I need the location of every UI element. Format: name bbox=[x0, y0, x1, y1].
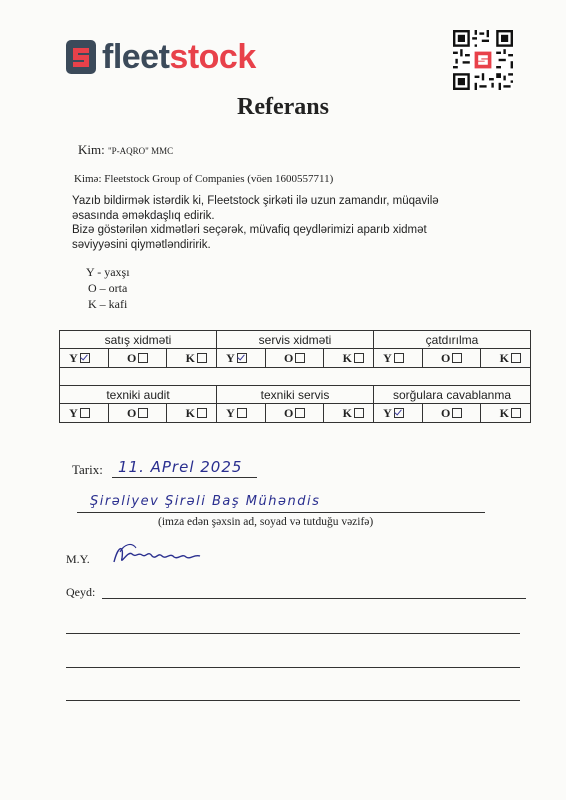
rating-table bbox=[59, 330, 531, 423]
note-label: Qeyd: bbox=[66, 585, 96, 599]
rating-option-label: O bbox=[283, 350, 294, 365]
rating-options bbox=[374, 404, 531, 423]
rating-option-label: K bbox=[342, 405, 352, 420]
rating-option-label: O bbox=[126, 350, 137, 365]
signer-underline bbox=[77, 512, 485, 513]
date-label: Tarix: bbox=[72, 462, 103, 477]
rating-option bbox=[500, 351, 521, 366]
rating-checkbox[interactable] bbox=[237, 408, 247, 418]
option-divider bbox=[265, 349, 266, 367]
rating-checkbox[interactable] bbox=[295, 353, 305, 363]
rating-option-label: O bbox=[126, 405, 137, 420]
service-header: sorğulara cavablanma bbox=[374, 386, 531, 404]
option-divider bbox=[422, 404, 423, 422]
service-header: çatdırılma bbox=[374, 331, 531, 349]
spacer-row bbox=[60, 368, 531, 386]
rating-checkbox[interactable] bbox=[452, 353, 462, 363]
rating-option-label: O bbox=[283, 405, 294, 420]
rating-option-group bbox=[374, 349, 530, 367]
rating-checkbox[interactable] bbox=[394, 408, 404, 418]
rating-option-label: K bbox=[499, 405, 509, 420]
rating-option-label: K bbox=[342, 350, 352, 365]
rating-option bbox=[186, 406, 207, 421]
addressee-line: Kimə: Fleetstock Group of Companies (vöen 1600557711) bbox=[74, 173, 334, 185]
rating-option-label: Y bbox=[69, 405, 78, 420]
rating-option-label: K bbox=[185, 350, 195, 365]
body-paragraph bbox=[72, 194, 532, 252]
kim-label: Kim: bbox=[78, 142, 105, 157]
service-header: satış xidməti bbox=[60, 331, 217, 349]
body-line: Yazıb bildirmək istərdik ki, Fleetstock şirkəti ilə uzun zamandır, müqavilə bbox=[72, 195, 439, 207]
legend-item: K – kafi bbox=[88, 297, 128, 311]
rating-checkbox[interactable] bbox=[394, 353, 404, 363]
option-divider bbox=[323, 349, 324, 367]
rating-option-group bbox=[217, 349, 373, 367]
rating-options bbox=[60, 404, 217, 423]
rating-option bbox=[383, 406, 404, 421]
rating-legend bbox=[86, 264, 130, 312]
rating-checkbox[interactable] bbox=[354, 353, 364, 363]
date-underline bbox=[112, 477, 257, 478]
rating-checkbox[interactable] bbox=[138, 408, 148, 418]
legend-item: O – orta bbox=[88, 281, 128, 295]
recipient-line bbox=[78, 142, 173, 158]
handwritten-signature bbox=[110, 540, 205, 570]
rating-checkbox[interactable] bbox=[354, 408, 364, 418]
rating-option bbox=[226, 406, 247, 421]
option-divider bbox=[166, 349, 167, 367]
rating-option-group bbox=[60, 349, 216, 367]
body-line: əsasında əməkdaşlıq edirik. bbox=[72, 209, 215, 222]
signer-name: Şirəliyev Şirəli Baş Mühəndis bbox=[90, 494, 321, 509]
rating-option bbox=[127, 406, 148, 421]
rating-option bbox=[383, 351, 404, 366]
note-line bbox=[66, 633, 520, 634]
rating-option bbox=[441, 406, 462, 421]
option-divider bbox=[108, 349, 109, 367]
service-header: servis xidməti bbox=[217, 331, 374, 349]
rating-checkbox[interactable] bbox=[80, 353, 90, 363]
rating-option-label: O bbox=[440, 405, 451, 420]
rating-option-label: Y bbox=[226, 350, 235, 365]
rating-checkbox[interactable] bbox=[138, 353, 148, 363]
note-line bbox=[66, 667, 520, 668]
body-line: Bizə göstərilən xidmətləri seçərək, müvafiq qeydlərimizi aparıb xidmət bbox=[72, 224, 427, 236]
date-value: 11. APrel 2025 bbox=[118, 458, 243, 476]
rating-option-group bbox=[374, 404, 530, 422]
signer-caption: (imza edən şəxsin ad, soyad və tutduğu vəzifə) bbox=[158, 516, 374, 528]
rating-option-label: O bbox=[440, 350, 451, 365]
rating-option-label: Y bbox=[226, 405, 235, 420]
rating-checkbox[interactable] bbox=[511, 408, 521, 418]
brand-name: fleetstock bbox=[102, 38, 256, 76]
body-line: səviyyəsini qiymətləndiririk. bbox=[72, 238, 211, 251]
rating-checkbox[interactable] bbox=[197, 353, 207, 363]
note-line bbox=[66, 700, 520, 701]
option-divider bbox=[108, 404, 109, 422]
rating-option bbox=[186, 351, 207, 366]
service-header: texniki servis bbox=[217, 386, 374, 404]
kim-value: "P-AQRO" MMC bbox=[107, 146, 174, 156]
rating-options bbox=[217, 349, 374, 368]
rating-checkbox[interactable] bbox=[452, 408, 462, 418]
note-line bbox=[102, 598, 526, 599]
rating-option-label: Y bbox=[383, 405, 392, 420]
service-header: texniki audit bbox=[60, 386, 217, 404]
rating-option-group bbox=[60, 404, 216, 422]
rating-option bbox=[284, 406, 305, 421]
rating-checkbox[interactable] bbox=[197, 408, 207, 418]
rating-option bbox=[69, 406, 90, 421]
rating-checkbox[interactable] bbox=[511, 353, 521, 363]
rating-checkbox[interactable] bbox=[80, 408, 90, 418]
company-logo bbox=[66, 40, 256, 74]
rating-option bbox=[127, 351, 148, 366]
rating-option-label: Y bbox=[69, 350, 78, 365]
rating-option-label: K bbox=[185, 405, 195, 420]
rating-option bbox=[284, 351, 305, 366]
option-divider bbox=[323, 404, 324, 422]
rating-option bbox=[69, 351, 90, 366]
rating-options bbox=[374, 349, 531, 368]
legend-item: Y - yaxşı bbox=[86, 265, 130, 279]
rating-option bbox=[441, 351, 462, 366]
fleetstock-logo-icon bbox=[66, 40, 96, 74]
rating-option bbox=[343, 351, 364, 366]
option-divider bbox=[265, 404, 266, 422]
rating-checkbox[interactable] bbox=[237, 353, 247, 363]
rating-option-label: Y bbox=[383, 350, 392, 365]
rating-options bbox=[217, 404, 374, 423]
rating-option bbox=[343, 406, 364, 421]
option-divider bbox=[480, 349, 481, 367]
rating-option bbox=[500, 406, 521, 421]
rating-option-label: K bbox=[499, 350, 509, 365]
qr-code bbox=[453, 30, 513, 90]
rating-options bbox=[60, 349, 217, 368]
option-divider bbox=[166, 404, 167, 422]
stamp-label: M.Y. bbox=[66, 552, 90, 566]
rating-checkbox[interactable] bbox=[295, 408, 305, 418]
rating-option bbox=[226, 351, 247, 366]
rating-option-group bbox=[217, 404, 373, 422]
page-title: Referans bbox=[237, 94, 329, 120]
option-divider bbox=[422, 349, 423, 367]
option-divider bbox=[480, 404, 481, 422]
